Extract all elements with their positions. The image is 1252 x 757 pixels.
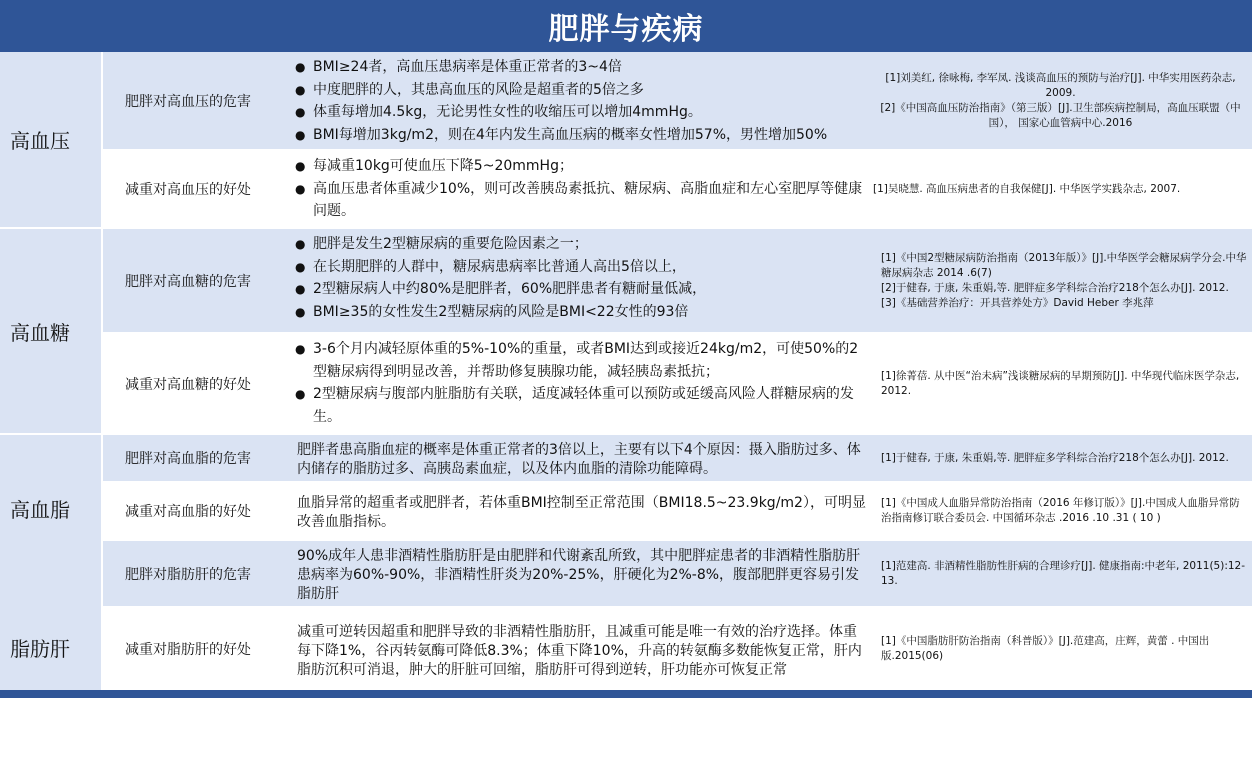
row-reference: [1]《中国2型糖尿病防治指南（2013年版）》[J].中华医学会糖尿病学分会.中华糖尿病杂志 2014 .6(7) [2]于健春, 于康, 朱重娟,等. 肥胖症多学科综合治疗218个怎么办[J]. 2012. [3]《基础营养治疗：开具营养处方》David Heber 李兆萍 bbox=[881, 251, 1247, 309]
table-row bbox=[103, 151, 1252, 227]
row-content bbox=[295, 151, 867, 227]
list-item: ● 高血压患者体重减少10%，则可改善胰岛素抵抗、糖尿病、高脂血症和左心室肥厚等健康问题。 bbox=[295, 178, 867, 223]
table-row bbox=[103, 435, 1252, 481]
row-subtitle: 肥胖对高血脂的危害 bbox=[125, 451, 251, 467]
row-subtitle: 肥胖对高血压的危害 bbox=[125, 93, 251, 110]
row-content: 肥胖者患高脂血症的概率是体重正常者的3倍以上，主要有以下4个原因：摄入脂肪过多、体内储存的脂肪过多、高胰岛素血症，以及体内血脂的清除功能障碍。 bbox=[297, 442, 861, 477]
row-reference: [1]吴晓慧. 高血压病患者的自我保健[J]. 中华医学实践杂志, 2007. bbox=[873, 182, 1181, 195]
list-item: ● 2型糖尿病人中约80%是肥胖者，60%肥胖患者有糖耐量低减， bbox=[295, 278, 867, 301]
list-item: ● BMI≥35的女性发生2型糖尿病的风险是BMI<22女性的93倍 bbox=[295, 301, 867, 324]
bullet-icon: ● bbox=[295, 181, 306, 196]
row-subtitle: 减重对高血糖的好处 bbox=[125, 376, 251, 393]
page-title: 肥胖与疾病 bbox=[0, 0, 1252, 52]
list-item: ● 2型糖尿病与腹部内脏脂肪有关联，适度减轻体重可以预防或延缓高风险人群糖尿病的发生。 bbox=[295, 383, 867, 428]
category-fatty-liver: 脂肪肝 bbox=[0, 583, 101, 690]
list-item: ● BMI≥24者，高血压患病率是体重正常者的3~4倍 bbox=[295, 56, 867, 79]
table-row bbox=[103, 52, 1252, 149]
row-reference: [1]刘美红, 徐咏梅, 李军凤. 浅谈高血压的预防与治疗[J]. 中华实用医药杂志, 2009. [2]《中国高血压防治指南》（第三版）[J].卫生部疾病控制局，高血压联盟（中国）， 国家心血管病中心.2016 bbox=[880, 71, 1241, 129]
row-subtitle: 肥胖对高血糖的危害 bbox=[125, 273, 251, 290]
bullet-icon: ● bbox=[295, 342, 306, 356]
bullet-icon: ● bbox=[295, 282, 306, 296]
list-item: ● 在长期肥胖的人群中，糖尿病患病率比普通人高出5倍以上， bbox=[295, 256, 867, 279]
row-subtitle: 减重对高血压的好处 bbox=[125, 182, 251, 198]
row-reference: [1]于健春, 于康, 朱重娟,等. 肥胖症多学科综合治疗218个怎么办[J]. 2012. bbox=[881, 451, 1229, 464]
bullet-icon: ● bbox=[295, 60, 306, 74]
bottom-divider bbox=[0, 690, 1252, 698]
category-hyperlipidemia: 高血脂 bbox=[0, 435, 101, 581]
list-item: ● 体重每增加4.5kg，无论男性女性的收缩压可以增加4mmHg。 bbox=[295, 101, 867, 124]
bullet-icon: ● bbox=[295, 237, 306, 251]
table-row bbox=[103, 483, 1252, 539]
bullet-icon: ● bbox=[295, 127, 306, 142]
row-content: 90%成年人患非酒精性脂肪肝是由肥胖和代谢紊乱所致，其中肥胖症患者的非酒精性脂肪肝患病率为60%-90%，非酒精性肝炎为20%-25%，肝硬化为2%-8%，腹部肥胖更容易引发脂肪肝 bbox=[297, 548, 861, 602]
row-content bbox=[295, 229, 867, 332]
row-reference: [1]范建高. 非酒精性脂肪性肝病的合理诊疗[J]. 健康指南:中老年, 2011(5):12-13. bbox=[881, 559, 1246, 587]
row-content bbox=[295, 334, 867, 433]
table-row bbox=[103, 541, 1252, 606]
bullet-icon: ● bbox=[295, 105, 306, 119]
list-item: ● BMI每增加3kg/m2，则在4年内发生高血压病的概率女性增加57%，男性增加50% bbox=[295, 124, 867, 147]
category-fatty-liver-fill bbox=[0, 540, 101, 585]
row-reference: [1]《中国脂肪肝防治指南（科普版）》[J].范建高，庄辉，黄蕾 . 中国出版.2015(06) bbox=[881, 635, 1210, 662]
bullet-icon: ● bbox=[295, 82, 306, 97]
category-hypertension: 高血压 bbox=[0, 52, 101, 227]
bullet-icon: ● bbox=[295, 387, 306, 401]
row-reference: [1]《中国成人血脂异常防治指南（2016 年修订版）》[J].中国成人血脂异常防治指南修订联合委员会. 中国循环杂志 .2016 .10 .31 ( 10 ) bbox=[881, 497, 1240, 524]
row-subtitle: 减重对脂肪肝的好处 bbox=[125, 642, 251, 658]
row-content bbox=[295, 52, 867, 149]
table-row bbox=[103, 608, 1252, 690]
list-item: ● 中度肥胖的人，其患高血压的风险是超重者的5倍之多 bbox=[295, 79, 867, 102]
table-row bbox=[103, 229, 1252, 332]
row-subtitle: 减重对高血脂的好处 bbox=[125, 504, 251, 520]
list-item: ● 肥胖是发生2型糖尿病的重要危险因素之一； bbox=[295, 233, 867, 256]
category-hyperglycemia: 高血糖 bbox=[0, 229, 101, 433]
row-subtitle: 肥胖对脂肪肝的危害 bbox=[125, 566, 251, 583]
bullet-icon: ● bbox=[295, 259, 306, 274]
bullet-icon: ● bbox=[295, 304, 306, 319]
list-item: ● 3-6个月内减轻原体重的5%-10%的重量，或者BMI达到或接近24kg/m2，可使50%的2型糖尿病得到明显改善，并帮助修复胰腺功能，减轻胰岛素抵抗； bbox=[295, 338, 867, 383]
row-content: 血脂异常的超重者或肥胖者，若体重BMI控制至正常范围（BMI18.5~23.9kg/m2），可明显改善血脂指标。 bbox=[297, 495, 866, 530]
list-item: ● 每减重10kg可使血压下降5~20mmHg； bbox=[295, 155, 867, 178]
table-row bbox=[103, 334, 1252, 433]
bullet-icon: ● bbox=[295, 159, 306, 173]
row-reference: [1]徐菁蓓. 从中医“治未病”浅谈糖尿病的早期预防[J]. 中华现代临床医学杂志, 2012. bbox=[881, 369, 1240, 397]
row-content: 减重可逆转因超重和肥胖导致的非酒精性脂肪肝，且减重可能是唯一有效的治疗选择。体重每下降1%，谷丙转氨酶可降低8.3%；体重下降10%，升高的转氨酶多数能恢复正常，肝内脂肪沉积可消退，肿大的肝脏可回缩，脂肪肝可得到逆转，肝功能亦可恢复正常 bbox=[297, 623, 862, 678]
